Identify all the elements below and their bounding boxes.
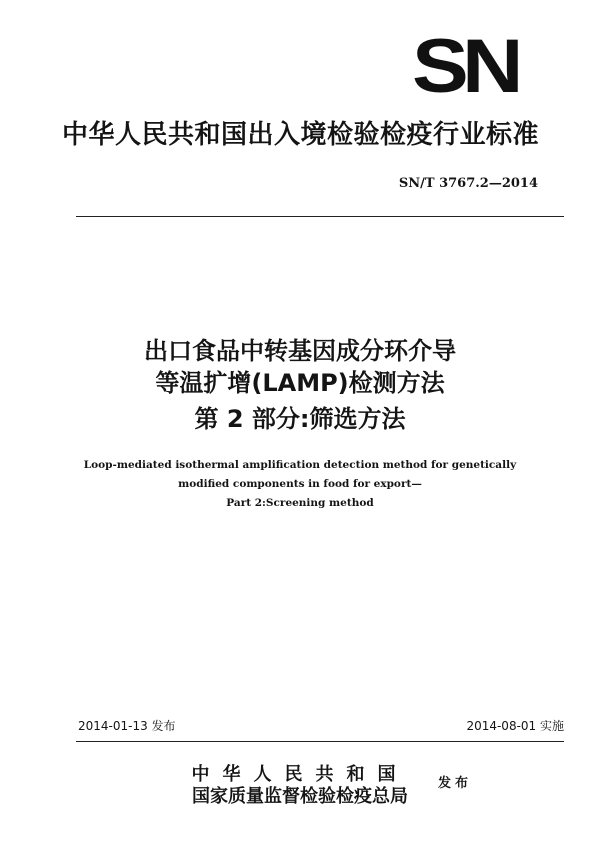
english-title-line-1: Loop-mediated isothermal amplification detection method for genetically — [83, 459, 517, 471]
implementation-date: 2014-08-01 实施 — [466, 719, 564, 733]
chinese-title-line-3: 第 2 部分:筛选方法 — [194, 405, 406, 433]
issuer-agency: 国家质量监督检验检疫总局 — [192, 786, 408, 807]
issue-date: 2014-01-13 发布 — [78, 719, 176, 733]
english-title-line-3: Part 2:Screening method — [226, 497, 374, 509]
chinese-title-line-2: 等温扩增(LAMP)检测方法 — [155, 369, 445, 397]
top-divider — [76, 216, 564, 217]
chinese-title-line-1: 出口食品中转基因成分环介导 — [144, 337, 456, 365]
issuing-authority — [170, 764, 430, 808]
standard-code: SN/T 3767.2—2014 — [398, 176, 538, 191]
english-title-line-2: modified components in food for export— — [178, 478, 422, 490]
sn-logo: SN — [412, 24, 517, 109]
issue-label: 发布 — [438, 776, 473, 791]
bottom-divider — [76, 741, 564, 742]
issuer-country: 中华人民共和国 — [191, 764, 409, 785]
standard-category-title: 中华人民共和国出入境检验检疫行业标准 — [62, 120, 540, 150]
